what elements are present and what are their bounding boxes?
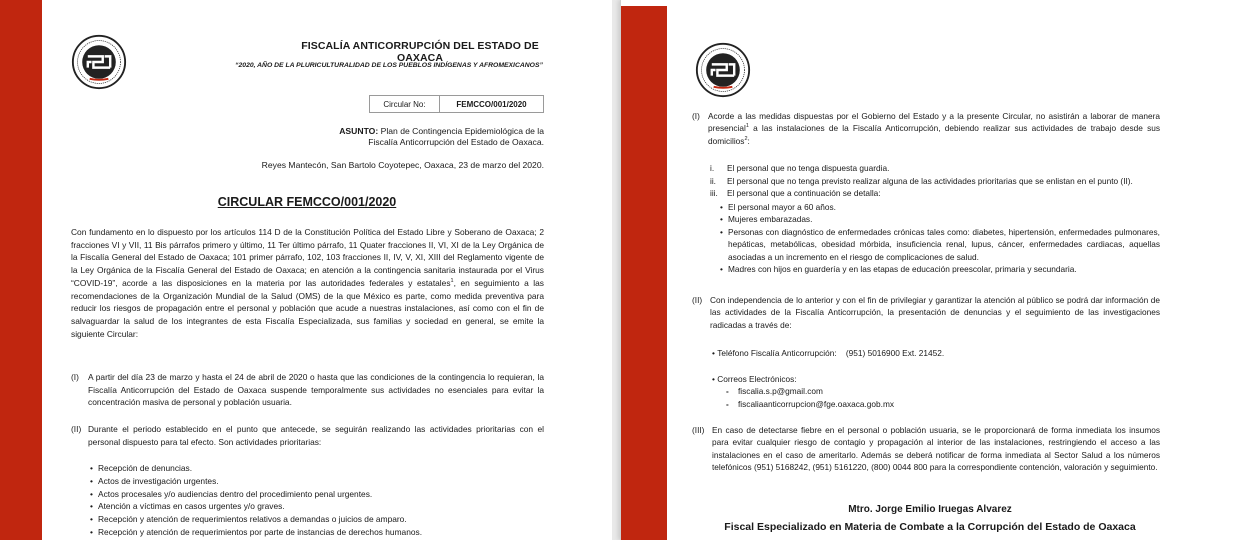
legal-basis-text-1: Con fundamento en lo dispuesto por los artículos 114 D de la Constitución Política del Estado Libre y Soberano de Oaxaca; 2 fracciones VI y VII, 11 Bis párrafos primero y último, 11 Ter último párrafo, 11 Quater fracciones II, VI, XI de la Ley Orgánica de la Fiscalía General del Estado de Oaxaca; 101 primer párrafo, 102, 103 fracciones II, IV, V, XI, XIII del Reglamento vigente de la Ley Orgánica de la Fiscalía General del Estado de Oaxaca; en atención a la contingencia sanitaria instaurada por el Virus “COVID-19”, acorde a las disposiciones en la materia por las autoridades federales y estatales xyxy=(71,227,544,288)
list-item-text: El personal que a continuación se detalla: xyxy=(727,188,881,199)
p2-clause-1-text xyxy=(708,110,1160,147)
priority-activities-list xyxy=(90,462,540,539)
email-link[interactable]: - fiscaliaanticorrupcion@fge.oaxaca.gob.mx xyxy=(726,398,1152,410)
year-motto: “2020, AÑO DE LA PLURICULTURALIDAD DE LOS PUEBLOS INDÍGENAS Y AFROMEXICANOS” xyxy=(235,62,543,69)
circular-number-label: Circular No: xyxy=(370,96,440,112)
bullet-glyph: • xyxy=(712,374,718,384)
fiscalia-seal-icon xyxy=(71,34,127,90)
signer-name: Mtro. Jorge Emilio Iruegas Alvarez xyxy=(848,504,1012,515)
red-side-band xyxy=(0,0,42,540)
list-item: • Actos de investigación urgentes. xyxy=(90,475,540,488)
legal-basis-paragraph xyxy=(71,226,544,340)
list-item: • Madres con hijos en guardería y en las etapas de educación preescolar, primaria y secundaria. xyxy=(720,263,1160,275)
circular-number-box xyxy=(369,95,544,113)
list-item: • Recepción y atención de requerimientos por parte de instancias de derechos humanos. xyxy=(90,526,540,539)
phone-value: (951) 5016900 Ext. 21452. xyxy=(845,348,945,358)
vulnerable-groups-list xyxy=(720,201,1160,275)
list-item: • Recepción y atención de requerimientos relativos a demandas o juicios de amparo. xyxy=(90,513,540,526)
clause-2-number: (II) xyxy=(71,424,82,434)
list-item-number: iii. xyxy=(710,188,718,199)
list-item-number: ii. xyxy=(710,175,716,186)
clause-2 xyxy=(71,423,544,448)
phone-label: Teléfono Fiscalía Anticorrupción: xyxy=(717,348,837,358)
phone-line xyxy=(712,347,1152,359)
p2-clause-2-text: Con independencia de lo anterior y con el fin de privilegiar y garantizar la atención al público se podrá dar información de las actividades de la Fiscalía Anticorrupción, la presentación de denuncias y el seguimiento de las investigaciones radicadas a través de: xyxy=(710,295,1160,330)
p2-clause-2 xyxy=(692,294,1160,331)
list-item: • Personas con diagnóstico de enfermedades crónicas tales como: diabetes, hipertensión, enfermedades pulmonares, hepáticas, metabólicas, obesidad mórbida, insuficiencia renal, lupus, cáncer, enfermedades cardiacas, aquellas asociadas a un incremento en el riesgo de complicaciones de salud. xyxy=(720,226,1160,263)
emails-label: Correos Electrónicos: xyxy=(717,374,797,384)
emails-heading xyxy=(712,373,1152,385)
fiscalia-seal-icon xyxy=(695,42,751,98)
p2-clause-3-text: En caso de detectarse fiebre en el personal o población usuaria, se le proporcionará de forma inmediata los insumos para evitar cualquier riesgo de contagio y propagación al interior de las instalaciones, restringiendo el acceso a las instalaciones en el caso de ameritarlo. Además se deberá notificar de forma inmediata al Sector Salud a los números telefónicos (951) 5168242, (951) 5161220, (800) 0044 800 para la correspondiente contención, valoración y seguimiento. xyxy=(712,425,1160,473)
list-item xyxy=(708,187,1160,200)
list-item: • El personal mayor a 60 años. xyxy=(720,201,1160,213)
clause-1-number: (I) xyxy=(71,372,79,382)
clause-2-text: Durante el periodo establecido en el punto que antecede, se seguirán realizando las actividades prioritarias con el personal dispuesto para tal efecto. Son actividades prioritarias: xyxy=(88,424,544,447)
clause-1 xyxy=(71,371,544,409)
emails-block xyxy=(712,373,1152,410)
footnote-ref: 2 xyxy=(744,136,748,143)
email-link[interactable]: - fiscalia.s.p@gmail.com xyxy=(726,385,1152,397)
signer-title: Fiscal Especializado en Materia de Combate a la Corrupción del Estado de Oaxaca xyxy=(724,521,1136,533)
footnote-ref: 1 xyxy=(450,278,454,285)
p2-clause-2-number: (II) xyxy=(692,295,703,305)
list-item xyxy=(708,162,1160,175)
list-item-number: i. xyxy=(710,163,715,173)
p2-clause-1-part-1: Acorde a las medidas dispuestas por el Gobierno del Estado y a la presente Circular, no asistirán a laborar de manera presencial xyxy=(708,111,1160,134)
p2-clause-3 xyxy=(692,424,1160,474)
p2-clause-1-number: (I) xyxy=(692,111,700,121)
list-item: • Actos procesales y/o audiencias dentro del procedimiento penal urgentes. xyxy=(90,488,540,501)
list-item: • Mujeres embarazadas. xyxy=(720,213,1160,225)
subject-line-1: Plan de Contingencia Epidemiológica de la xyxy=(378,126,544,136)
bullet-glyph: • xyxy=(712,348,718,358)
emails-list xyxy=(726,385,1152,410)
document-page-1 xyxy=(0,0,612,540)
red-side-band xyxy=(621,6,667,540)
clause-1-text: A partir del día 23 de marzo y hasta el 24 de abril de 2020 o hasta que las condiciones de la contingencia lo requieran, la Fiscalía Anticorrupción del Estado de Oaxaca suspende temporalmente sus actividades no esenciales para evitar la concentración masiva de personal y población usuaria. xyxy=(88,372,544,408)
legal-basis-text-2: , en seguimiento a las recomendaciones de la Organización Mundial de la Salud (OMS) de la que México es parte, como medida preventiva para reducir los riesgos de propagación entre el personal y población que acude a nuestras instalaciones, así como con el fin de salvaguardar la salud de los integrantes de esta Fiscalía Especializada, sus familias y sociedad en general, se emite la siguiente Circular: xyxy=(71,277,544,339)
document-title: CIRCULAR FEMCCO/001/2020 xyxy=(217,195,397,209)
circular-number-value: FEMCCO/001/2020 xyxy=(456,99,527,109)
list-item-text: El personal que no tenga dispuesta guardia. xyxy=(727,163,890,173)
p2-clause-1-part-3: : xyxy=(747,135,750,146)
subject-block xyxy=(300,126,544,148)
list-item: • Atención a víctimas en casos urgentes y/o graves. xyxy=(90,500,540,513)
p2-clause-3-number: (III) xyxy=(692,425,705,435)
subject-label: ASUNTO: xyxy=(339,126,379,136)
footnote-ref: 1 xyxy=(745,123,749,130)
list-item xyxy=(708,175,1160,188)
list-item-text: El personal que no tenga previsto realizar alguna de las actividades prioritarias que se enlistan en el punto (II). xyxy=(727,175,1133,186)
subject-line-2: Fiscalía Anticorrupción del Estado de Oaxaca. xyxy=(368,137,544,147)
exempt-personnel-list xyxy=(708,162,1160,200)
organization-name: FISCALÍA ANTICORRUPCIÓN DEL ESTADO DE OAXACA xyxy=(301,40,539,64)
place-date: Reyes Mantecón, San Bartolo Coyotepec, Oaxaca, 23 de marzo del 2020. xyxy=(261,160,544,170)
list-item: • Recepción de denuncias. xyxy=(90,462,540,475)
p2-clause-1 xyxy=(692,110,1160,147)
p2-clause-1-part-2: a las instalaciones de la Fiscalía Anticorrupción, debiendo realizar sus actividades de trabajo desde sus domicilios xyxy=(708,123,1160,146)
